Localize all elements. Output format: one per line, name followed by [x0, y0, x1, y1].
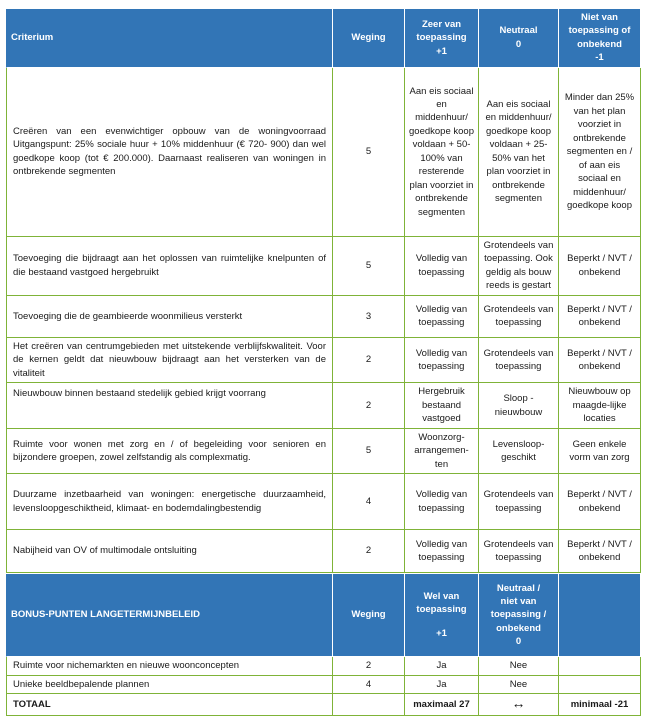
table-row: [6, 338, 641, 383]
bonus-zero-line-5: 0: [515, 636, 522, 648]
zero-cell: Grotendeels van toepassing: [479, 474, 559, 530]
plus-cell: Volledig van toepassing: [405, 338, 479, 383]
table-row: [6, 237, 641, 296]
bonus-plus-line-1: Wel van: [423, 591, 460, 602]
header-zero-line-1: Neutraal: [499, 25, 538, 37]
plus-cell: Volledig van toepassing: [405, 237, 479, 296]
criterium-cell: Duurzame inzetbaarheid van woningen: energetische duurzaamheid, levensloopgeschiktheid, klimaat- en bodemdalingbestendig: [6, 474, 333, 530]
header-weging: Weging: [333, 9, 405, 68]
bonus-header-weging: Weging: [333, 574, 405, 657]
criterium-cell: Nabijheid van OV of multimodale ontsluiting: [6, 530, 333, 573]
minus-cell: Beperkt / NVT / onbekend: [559, 296, 641, 338]
bonus-title: BONUS-PUNTEN LANGETERMIJNBELEID: [6, 574, 333, 657]
criterium-cell: Unieke beeldbepalende plannen: [6, 676, 333, 694]
criterium-cell: Toevoeging die de geambieerde woonmilieus versterkt: [6, 296, 333, 338]
weging-cell: 2: [333, 338, 405, 383]
plus-cell: Volledig van toepassing: [405, 296, 479, 338]
minus-cell: Beperkt / NVT / onbekend: [559, 237, 641, 296]
total-label: TOTAAL: [6, 694, 333, 715]
bonus-zero-line-1: Neutraal /: [496, 582, 541, 594]
table-row: [6, 657, 641, 675]
zero-cell: Grotendeels van toepassing: [479, 338, 559, 383]
table-row: [6, 68, 641, 237]
header-minus-line-1: Niet van: [581, 12, 618, 23]
total-maximum: maximaal 27: [405, 694, 479, 715]
bonus-header-empty: [559, 574, 641, 657]
left-right-arrow-icon: ↔: [511, 695, 526, 712]
weging-cell: 5: [333, 429, 405, 474]
table-row: [6, 383, 641, 428]
minus-cell: Geen enkele vorm van zorg: [559, 429, 641, 474]
total-weging: [333, 694, 405, 715]
minus-cell: Beperkt / NVT / onbekend: [559, 338, 641, 383]
bonus-zero-line-2: niet van: [500, 596, 537, 607]
criterium-cell: Nieuwbouw binnen bestaand stedelijk gebied krijgt voorrang: [6, 383, 333, 428]
table-row: [6, 474, 641, 530]
zero-cell: Grotendeels van toepassing: [479, 296, 559, 338]
criterium-cell: Ruimte voor nichemarkten en nieuwe woonconcepten: [6, 657, 333, 675]
minus-cell: [559, 676, 641, 694]
total-arrow-cell: [479, 694, 559, 715]
minus-cell: Beperkt / NVT / onbekend: [559, 474, 641, 530]
weging-cell: 2: [333, 530, 405, 573]
table-row: [6, 429, 641, 474]
weging-cell: 3: [333, 296, 405, 338]
header-zeer-van-toepassing: [405, 9, 479, 68]
header-minus-line-2: toepassing of: [568, 25, 631, 37]
table-row: [6, 296, 641, 338]
plus-cell: Volledig van toepassing: [405, 530, 479, 573]
weging-cell: 4: [333, 676, 405, 694]
zero-cell: Aan eis sociaal en middenhuur/ goedkope koop voldaan + 25-50% van het plan voorziet in ontbrekende segmenten: [479, 68, 559, 237]
zero-cell: Grotendeels van toepassing. Ook geldig als bouw reeds is gestart: [479, 237, 559, 296]
minus-cell: Beperkt / NVT / onbekend: [559, 530, 641, 573]
header-minus-line-4: -1: [595, 52, 604, 64]
criterium-cell: Ruimte voor wonen met zorg en / of begeleiding voor senioren en bijzondere groepen, zowel zelfstandig als complexmatig.: [6, 429, 333, 474]
header-minus-line-3: onbekend: [577, 38, 622, 50]
criterium-cell: Creëren van een evenwichtiger opbouw van de woningvoorraad Uitgangspunt: 25% sociale huur + 10% middenhuur (€ 720- 900) dan wel goedkope koop (tot € 200.000). Daarnaast realiseren van woningen in ontbrekende segmenten: [6, 68, 333, 237]
weging-cell: 2: [333, 383, 405, 428]
table-row: [6, 530, 641, 573]
zero-cell: Sloop - nieuwbouw: [479, 383, 559, 428]
weging-cell: 4: [333, 474, 405, 530]
header-zero-line-2: 0: [515, 38, 522, 50]
plus-cell: Volledig van toepassing: [405, 474, 479, 530]
plus-cell: Aan eis sociaal en middenhuur/ goedkope koop voldaan + 50-100% van resterende plan voorziet in ontbrekende segmenten: [405, 68, 479, 237]
plus-cell: Hergebruik bestaand vastgoed: [405, 383, 479, 428]
bonus-header-row: [6, 574, 641, 657]
total-minimum: minimaal -21: [559, 694, 641, 715]
zero-cell: Nee: [479, 676, 559, 694]
zero-cell: Levensloop-geschikt: [479, 429, 559, 474]
bonus-zero-line-4: onbekend: [496, 622, 541, 634]
bonus-zero-line-3: toepassing /: [490, 609, 547, 621]
weging-cell: 5: [333, 68, 405, 237]
criterium-cell: Het creëren van centrumgebieden met uitstekende verblijfskwaliteit. Voor de kernen geldt dat nieuwbouw bijdraagt aan het versterken van de vitaliteit: [6, 338, 333, 383]
plus-cell: Ja: [405, 657, 479, 675]
weging-cell: 5: [333, 237, 405, 296]
minus-cell: Minder dan 25% van het plan voorziet in ontbrekende segmenten en / of aan eis sociaal en middenhuur/ goedkope koop: [559, 68, 641, 237]
table-header-row: [6, 9, 641, 68]
weging-cell: 2: [333, 657, 405, 675]
bonus-plus-line-3: +1: [436, 627, 447, 639]
header-niet-van-toepassing: [559, 9, 641, 68]
zero-cell: Nee: [479, 657, 559, 675]
plus-cell: Ja: [405, 676, 479, 694]
header-plus-line-1: Zeer van: [421, 18, 462, 30]
minus-cell: [559, 657, 641, 675]
minus-cell: Nieuwbouw op maagde-lijke locaties: [559, 383, 641, 428]
bonus-header-neutraal: [479, 574, 559, 657]
table-row: [6, 676, 641, 694]
header-plus-line-3: +1: [436, 45, 447, 57]
total-row: [6, 694, 641, 715]
bonus-header-wel-van-toepassing: [405, 574, 479, 657]
scoring-table: [6, 9, 641, 716]
zero-cell: Grotendeels van toepassing: [479, 530, 559, 573]
criterium-cell: Toevoeging die bijdraagt aan het oplossen van ruimtelijke knelpunten of die bestaand vastgoed hergebruikt: [6, 237, 333, 296]
header-criterium: Criterium: [6, 9, 333, 68]
plus-cell: Woonzorg-arrangemen-ten: [405, 429, 479, 474]
bonus-plus-line-2: toepassing: [416, 604, 467, 616]
header-plus-line-2: toepassing: [416, 32, 467, 44]
header-neutraal: [479, 9, 559, 68]
